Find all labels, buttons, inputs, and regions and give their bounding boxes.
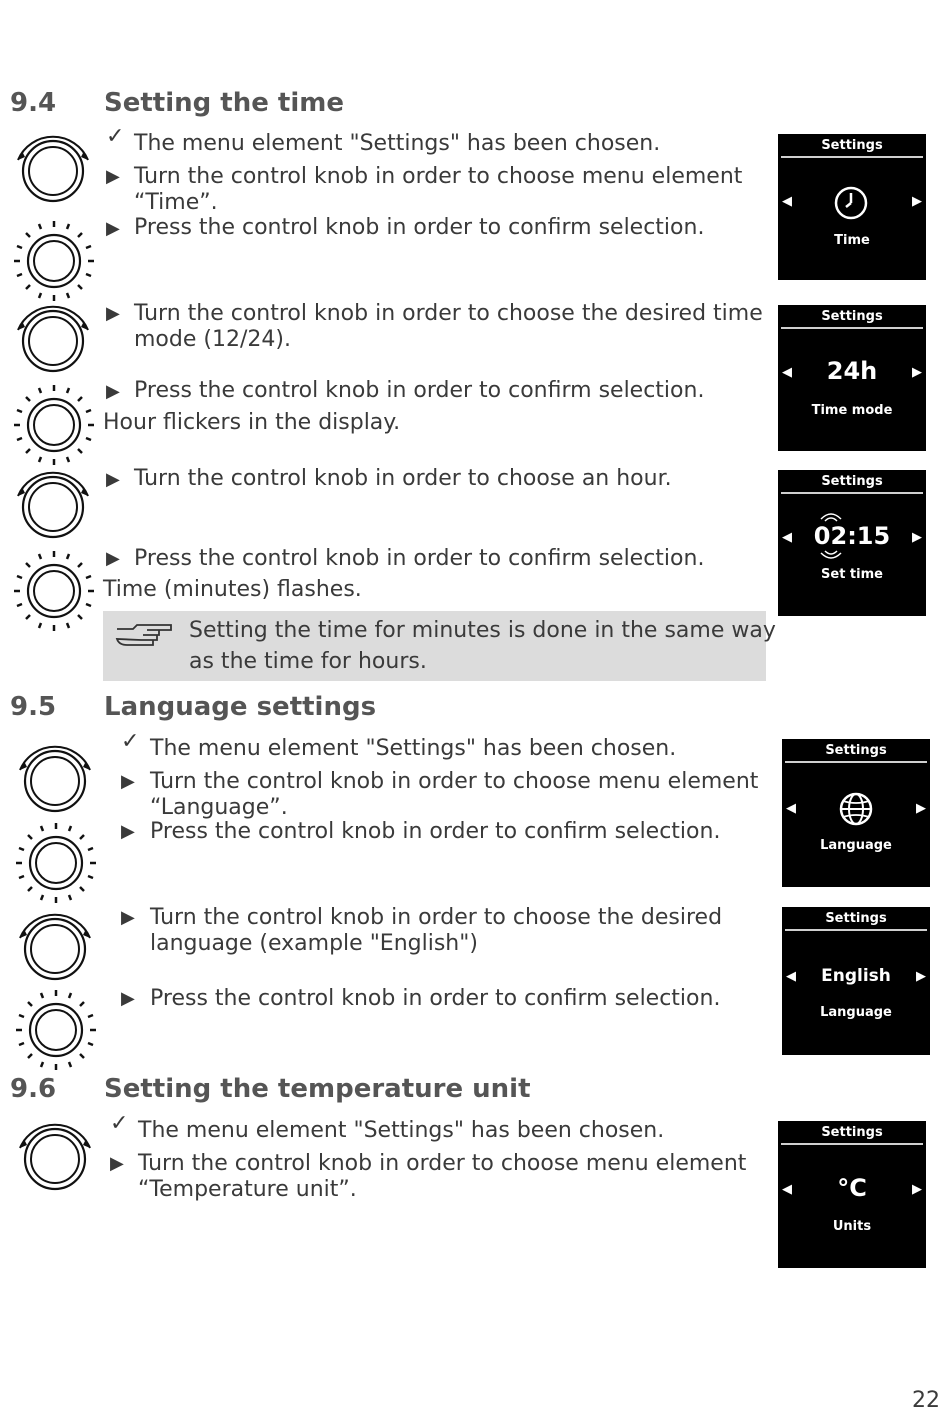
step-text: mode (12/24). (134, 327, 291, 352)
step-text: The menu element "Settings" has been chosen. (138, 1118, 665, 1143)
left-arrow-icon: ◀ (782, 365, 792, 380)
note-text: as the time for hours. (189, 649, 427, 674)
step-text: Turn the control knob in order to choose menu element (150, 769, 759, 794)
screen-value: 24h (826, 357, 878, 385)
display-screen (782, 739, 930, 887)
screen-label: Time (834, 233, 870, 248)
section-number: 9.5 (10, 692, 57, 722)
arrow-icon: ▶ (106, 166, 120, 187)
section-title: Setting the time (104, 88, 344, 118)
right-arrow-icon: ▶ (912, 1182, 922, 1197)
screen-label: Language (820, 1005, 892, 1020)
step-text: language (example "English") (150, 931, 478, 956)
step-text: “Temperature unit”. (138, 1177, 357, 1202)
arrow-icon: ▶ (121, 988, 135, 1009)
step-text: Hour flickers in the display. (103, 410, 401, 435)
step-text: Turn the control knob in order to choose the desired (150, 905, 723, 930)
arrow-icon: ▶ (121, 821, 135, 842)
right-arrow-icon: ▶ (916, 801, 926, 816)
knob-turn-icon (10, 1114, 100, 1204)
step-text: Turn the control knob in order to choose menu element (138, 1151, 747, 1176)
knob-press-icon (9, 546, 99, 636)
knob-turn-icon (8, 126, 98, 216)
screen-header: Settings (821, 474, 883, 489)
screen-divider (785, 929, 927, 931)
arrow-icon: ▶ (106, 469, 120, 490)
screen-header: Settings (825, 911, 887, 926)
note-text: Setting the time for minutes is done in the same way (189, 618, 776, 643)
display-screen (778, 134, 926, 280)
step-text: “Language”. (150, 795, 288, 820)
left-arrow-icon: ◀ (786, 969, 796, 984)
left-arrow-icon: ◀ (782, 530, 792, 545)
screen-divider (781, 492, 923, 494)
knob-turn-icon (10, 904, 100, 994)
note-box (103, 611, 776, 681)
check-icon: ✓ (110, 1111, 129, 1136)
wave-icon (818, 508, 844, 522)
screen-label: Set time (821, 567, 883, 582)
right-arrow-icon: ▶ (916, 969, 926, 984)
step-text: The menu element "Settings" has been chosen. (134, 131, 661, 156)
right-arrow-icon: ▶ (912, 194, 922, 209)
step-text: The menu element "Settings" has been chosen. (150, 736, 677, 761)
arrow-icon: ▶ (106, 303, 120, 324)
display-screen (782, 907, 930, 1055)
section-title: Language settings (104, 692, 377, 722)
knob-press-icon (11, 818, 101, 908)
display-screen (778, 1121, 926, 1268)
check-icon: ✓ (106, 124, 125, 149)
display-screen (778, 305, 926, 451)
section-number: 9.6 (10, 1074, 57, 1104)
screen-divider (785, 761, 927, 763)
screen-divider (781, 327, 923, 329)
screen-header: Settings (821, 309, 883, 324)
step-text: Press the control knob in order to confirm selection. (134, 378, 705, 403)
step-text: Turn the control knob in order to choose an hour. (134, 466, 672, 491)
check-icon: ✓ (121, 729, 140, 754)
screen-header: Settings (825, 743, 887, 758)
screen-header: Settings (821, 138, 883, 153)
step-text: Turn the control knob in order to choose menu element (134, 164, 743, 189)
screen-value: English (821, 966, 891, 986)
step-text: Press the control knob in order to confirm selection. (134, 546, 705, 571)
step-text: Press the control knob in order to confirm selection. (150, 986, 721, 1011)
right-arrow-icon: ▶ (912, 365, 922, 380)
globe-icon (837, 791, 875, 827)
wave-icon (818, 550, 844, 564)
right-arrow-icon: ▶ (912, 530, 922, 545)
step-text: “Time”. (134, 190, 218, 215)
arrow-icon: ▶ (121, 907, 135, 928)
left-arrow-icon: ◀ (782, 1182, 792, 1197)
pointing-hand-icon (113, 619, 177, 649)
arrow-icon: ▶ (110, 1153, 124, 1174)
page-number: 22 (912, 1388, 940, 1413)
arrow-icon: ▶ (121, 771, 135, 792)
knob-turn-icon (10, 736, 100, 826)
knob-press-icon (9, 380, 99, 470)
screen-divider (781, 156, 923, 158)
arrow-icon: ▶ (106, 548, 120, 569)
left-arrow-icon: ◀ (782, 194, 792, 209)
left-arrow-icon: ◀ (786, 801, 796, 816)
step-text: Press the control knob in order to confirm selection. (150, 819, 721, 844)
clock-icon (833, 185, 869, 221)
screen-divider (781, 1143, 923, 1145)
screen-label: Units (832, 1219, 872, 1234)
arrow-icon: ▶ (106, 218, 120, 239)
knob-turn-icon (8, 462, 98, 552)
knob-press-icon (11, 985, 101, 1075)
screen-header: Settings (821, 1125, 883, 1140)
section-number: 9.4 (10, 88, 57, 118)
step-text: Time (minutes) flashes. (103, 577, 362, 602)
step-text: Press the control knob in order to confirm selection. (134, 215, 705, 240)
screen-value: °C (837, 1174, 867, 1202)
section-title: Setting the temperature unit (104, 1074, 531, 1104)
knob-press-icon (9, 216, 99, 306)
screen-value: 02:15 (813, 522, 891, 550)
screen-label: Language (820, 838, 892, 853)
arrow-icon: ▶ (106, 381, 120, 402)
step-text: Turn the control knob in order to choose the desired time (134, 301, 763, 326)
knob-turn-icon (8, 296, 98, 386)
screen-label: Time mode (811, 403, 893, 418)
display-screen (778, 470, 926, 616)
